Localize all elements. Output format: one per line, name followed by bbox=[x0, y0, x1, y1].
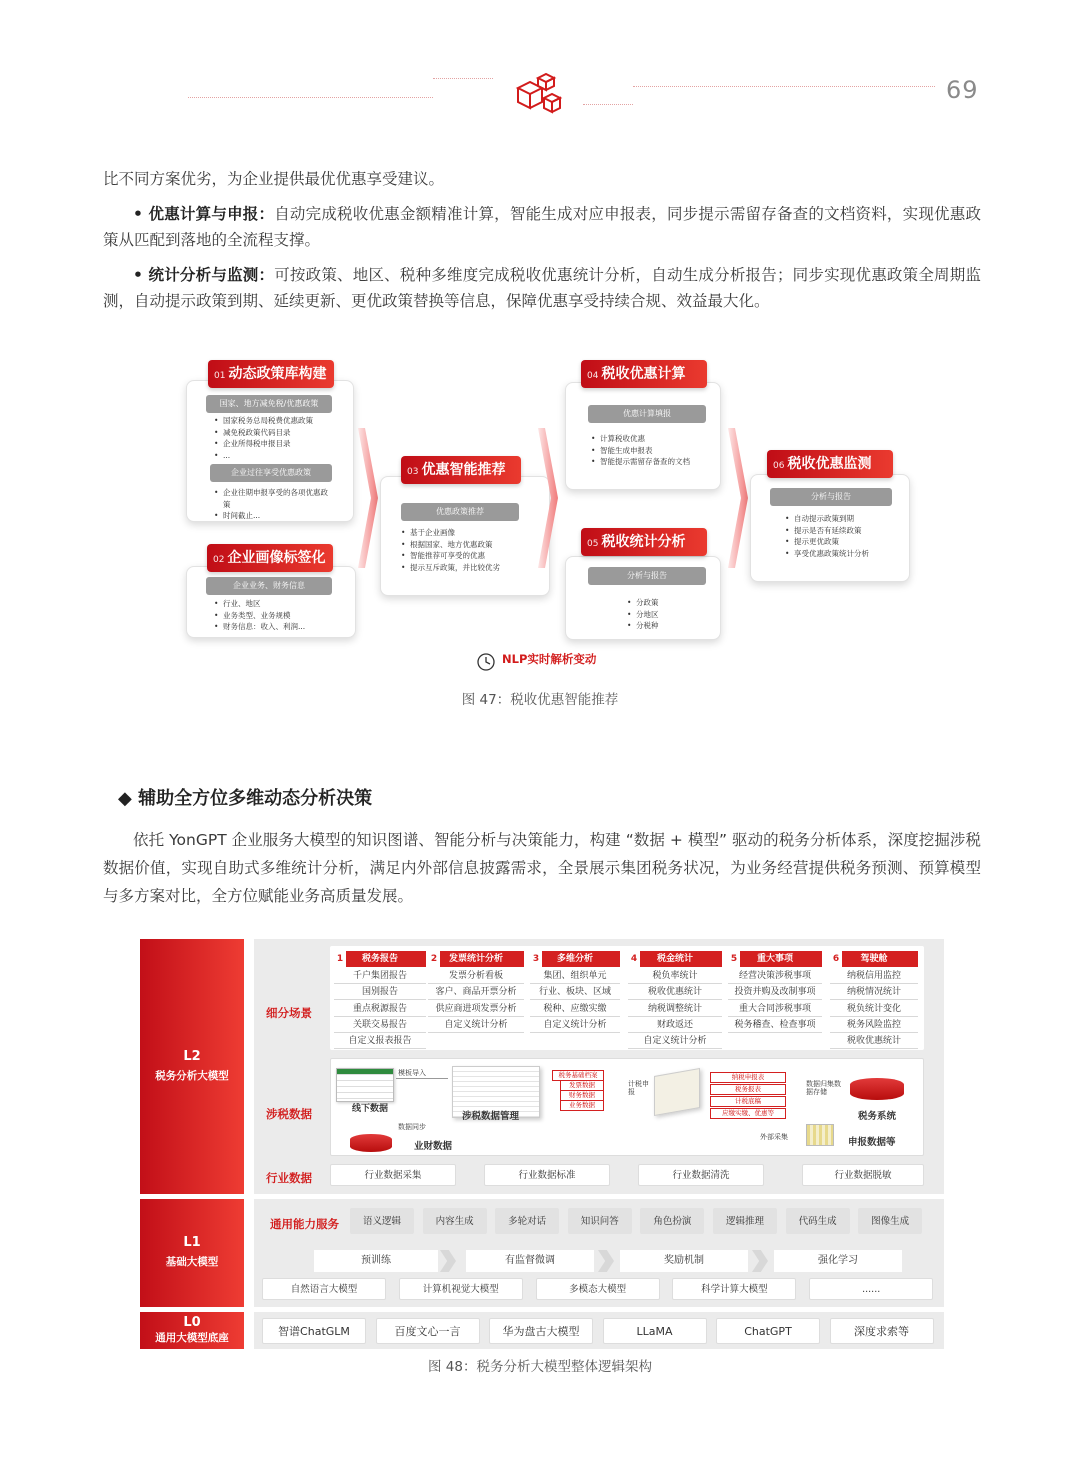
scene-cell: 经营决策涉税事项 bbox=[728, 969, 822, 984]
card-05-number: 05 bbox=[587, 539, 599, 549]
card-04-number: 04 bbox=[587, 371, 599, 381]
scene-column-number: 3 bbox=[530, 951, 542, 967]
scene-column-title: 税金统计 bbox=[656, 954, 693, 964]
scene-cell: 自定义统计分析 bbox=[428, 1018, 524, 1033]
card-04-title bbox=[581, 360, 707, 388]
archive-label: 数据归集数据存储 bbox=[806, 1080, 841, 1096]
card-05-title-text: 税收统计分析 bbox=[601, 534, 686, 550]
scene-column-title: 多维分析 bbox=[556, 954, 593, 964]
scene-cell: 供应商进项发票分析 bbox=[428, 1002, 524, 1017]
general-service-item: 角色扮演 bbox=[640, 1208, 704, 1234]
card-06-number: 06 bbox=[773, 461, 785, 471]
list-item: • 提示更优政策 bbox=[784, 536, 869, 548]
industry-data-2: 行业数据清洗 bbox=[638, 1164, 764, 1186]
row-label-general: 通用能力服务 bbox=[270, 1217, 339, 1231]
card-06-bar1: 分析与报告 bbox=[770, 488, 892, 506]
scene-cell: 集团、组织单元 bbox=[530, 969, 620, 984]
card-05-title bbox=[581, 528, 707, 556]
list-item: • 国家税务总局税费优惠政策 bbox=[213, 415, 313, 427]
training-3: 强化学习 bbox=[774, 1250, 902, 1272]
level-L2-code: L2 bbox=[183, 1049, 201, 1064]
card-01-title-text: 动态政策库构建 bbox=[228, 366, 327, 382]
tab2-0: 纳税申报表 bbox=[710, 1072, 786, 1083]
tab-3: 业务数据 bbox=[560, 1100, 604, 1111]
general-service-item: 内容生成 bbox=[423, 1208, 487, 1234]
general-service-item: 代码生成 bbox=[786, 1208, 850, 1234]
base-model-item: 多模态大模型 bbox=[536, 1278, 660, 1300]
scene-cell: 自定义报表报告 bbox=[334, 1034, 426, 1049]
offline-data-label: 线下数据 bbox=[352, 1104, 389, 1114]
training-1: 有监督微调 bbox=[466, 1250, 594, 1272]
llm-item: 华为盘古大模型 bbox=[489, 1318, 593, 1344]
header-rule-right-step bbox=[583, 104, 633, 105]
list-item: • 智能推荐可享受的优惠 bbox=[400, 550, 500, 562]
section-paragraph bbox=[103, 826, 981, 910]
scene-column-number: 1 bbox=[334, 951, 346, 967]
general-service-item: 逻辑推理 bbox=[713, 1208, 777, 1234]
scene-cell: 税务风险监控 bbox=[830, 1018, 918, 1033]
list-item: • 业务类型、业务规模 bbox=[213, 610, 305, 622]
data-sync-label: 数据同步 bbox=[398, 1123, 426, 1131]
section-paragraph-text: 依托 YonGPT 企业服务大模型的知识图谱、智能分析与决策能力，构建 “数据 + 模型” 驱动的税务分析体系，深度挖掘涉税数据价值，实现自助式多维统计分析，满足内外部信息披露需求，全景展示集团税务状况，为业务经营提供税务预测、预算模型与多方案对比，全方位赋能业务高质量发展。 bbox=[103, 831, 981, 905]
paragraph-0-text: 比不同方案优劣，为企业提供最优优惠享受建议。 bbox=[103, 170, 445, 188]
tab-0: 税务基础档案 bbox=[552, 1070, 604, 1081]
paragraph-1-lead: • 优惠计算与申报： bbox=[133, 205, 275, 223]
paragraph-2 bbox=[103, 262, 981, 314]
scene-cell: 发票分析看板 bbox=[428, 969, 524, 984]
industry-data-0: 行业数据采集 bbox=[330, 1164, 456, 1186]
scene-column-title: 驾驶舱 bbox=[860, 954, 888, 964]
card-01-bar1: 国家、地方减免税/优惠政策 bbox=[206, 395, 332, 413]
base-model-item: ...... bbox=[809, 1278, 933, 1300]
training-0: 预训练 bbox=[314, 1250, 438, 1272]
declare-data-label: 申报数据等 bbox=[848, 1137, 896, 1148]
calc-declare-label: 计税申报 bbox=[628, 1080, 649, 1096]
template-import-label: 模板导入 bbox=[398, 1069, 426, 1077]
scene-cell: 千户集团报告 bbox=[334, 969, 426, 984]
card-01-number: 01 bbox=[214, 371, 226, 381]
scene-cell: 税收优惠统计 bbox=[628, 985, 722, 1000]
scene-column-header bbox=[334, 951, 426, 967]
llm-item: LLaMA bbox=[603, 1318, 707, 1344]
level-L0 bbox=[140, 1312, 244, 1349]
scene-cell: 财政返还 bbox=[628, 1018, 722, 1033]
base-model-item: 自然语言大模型 bbox=[262, 1278, 386, 1300]
level-L0-name: 通用大模型底座 bbox=[155, 1332, 229, 1344]
paragraph-2-lead: • 统计分析与监测： bbox=[133, 266, 275, 284]
card-06-title bbox=[767, 450, 893, 478]
industry-data-3: 行业数据脱敏 bbox=[802, 1164, 924, 1186]
card-04-list1 bbox=[590, 433, 690, 468]
llm-item: 深度求索等 bbox=[830, 1318, 934, 1344]
biz-fin-data-label: 业财数据 bbox=[414, 1141, 453, 1152]
level-L2 bbox=[140, 939, 244, 1194]
scene-cell: 投资并购及改制事项 bbox=[728, 985, 822, 1000]
scene-cell: 纳税信用监控 bbox=[830, 969, 918, 984]
list-item: • 计算税收优惠 bbox=[590, 433, 690, 445]
scene-column-number: 6 bbox=[830, 951, 842, 967]
paragraph-1-text: 自动完成税收优惠金额精准计算，智能生成对应申报表，同步提示需留存备查的文档资料，实现优惠政策从匹配到落地的全流程支撑。 bbox=[103, 205, 981, 249]
card-01-bar2: 企业过往享受优惠政策 bbox=[210, 464, 332, 482]
section-title: ◆ 辅助全方位多维动态分析决策 bbox=[118, 788, 373, 809]
clock-icon bbox=[476, 652, 498, 672]
level-L0-code: L0 bbox=[183, 1315, 201, 1330]
tax-system-database-icon bbox=[850, 1078, 904, 1100]
flow-arrow-1 bbox=[358, 428, 378, 568]
base-model-item: 计算机视觉大模型 bbox=[399, 1278, 523, 1300]
card-03-bar1: 优惠政策推荐 bbox=[401, 503, 519, 521]
llm-item: ChatGPT bbox=[716, 1318, 820, 1344]
card-04-title-text: 税收优惠计算 bbox=[601, 366, 686, 382]
list-item: • 减免税政策代码目录 bbox=[213, 427, 313, 439]
level-L1 bbox=[140, 1199, 244, 1307]
card-01-title bbox=[208, 360, 334, 388]
tab-1: 发票数据 bbox=[560, 1080, 604, 1091]
scene-cell: 客户、商品开票分析 bbox=[428, 985, 524, 1000]
scene-cell: 税务稽查、检查事项 bbox=[728, 1018, 822, 1033]
list-item: • 企业所得税申报目录 bbox=[213, 438, 313, 450]
scene-column-number: 5 bbox=[728, 951, 740, 967]
card-02-title bbox=[207, 544, 333, 572]
scene-cell: 重点税源报告 bbox=[334, 1002, 426, 1017]
page-number: 69 bbox=[946, 76, 979, 104]
general-service-item: 知识问答 bbox=[568, 1208, 632, 1234]
list-item: • 享受优惠政策统计分析 bbox=[784, 548, 869, 560]
card-03-list1 bbox=[400, 527, 500, 573]
header-rule-left-step bbox=[433, 78, 493, 79]
row-label-industry-data: 行业数据 bbox=[266, 1171, 312, 1185]
row-label-scenes: 细分场景 bbox=[266, 1006, 312, 1020]
tab2-3: 应缴实缴、优惠等 bbox=[710, 1108, 786, 1119]
list-item: • 财务信息：收入、利润... bbox=[213, 621, 305, 633]
list-item: • 提示是否有延续政策 bbox=[784, 525, 869, 537]
list-item: • 智能提示需留存备查的文档 bbox=[590, 456, 690, 468]
card-05-bar1: 分析与报告 bbox=[588, 567, 706, 585]
row-label-tax-data: 涉税数据 bbox=[266, 1107, 312, 1121]
tab-2: 财务数据 bbox=[560, 1090, 604, 1101]
nlp-label: NLP实时解析变动 bbox=[502, 652, 597, 666]
tab2-2: 计税底稿 bbox=[710, 1096, 786, 1107]
scene-cell: 国别报告 bbox=[334, 985, 426, 1000]
scene-cell: 纳税调整统计 bbox=[628, 1002, 722, 1017]
tax-mgmt-label: 涉税数据管理 bbox=[462, 1111, 520, 1122]
scene-cell: 纳税情况统计 bbox=[830, 985, 918, 1000]
scene-column-title: 税务报告 bbox=[361, 954, 398, 964]
card-01-list2 bbox=[213, 487, 333, 522]
figure-48-caption: 图 48：税务分析大模型整体逻辑架构 bbox=[428, 1359, 652, 1375]
scene-column-title: 发票统计分析 bbox=[448, 954, 503, 964]
list-item: • 行业、地区 bbox=[213, 598, 305, 610]
card-06-title-text: 税收优惠监测 bbox=[787, 456, 872, 472]
general-service-item: 语义逻辑 bbox=[350, 1208, 414, 1234]
scene-cell: 自定义统计分析 bbox=[628, 1034, 722, 1049]
list-item: • 企业往期申报享受的各项优惠政策 bbox=[213, 487, 331, 510]
header-rule-right bbox=[633, 86, 935, 87]
external-doc-icon bbox=[806, 1124, 834, 1146]
base-model-item: 科学计算大模型 bbox=[672, 1278, 796, 1300]
card-06-list1 bbox=[784, 513, 869, 559]
scene-cell: 税收优惠统计 bbox=[830, 1034, 918, 1049]
paragraph-0 bbox=[103, 166, 981, 192]
scene-column-header bbox=[628, 951, 722, 967]
scene-column-header bbox=[728, 951, 822, 967]
card-02-list1 bbox=[213, 598, 305, 633]
arrow-template bbox=[396, 1078, 448, 1079]
scene-cell: 税负统计变化 bbox=[830, 1002, 918, 1017]
card-02-number: 02 bbox=[213, 555, 225, 565]
level-L2-name: 税务分析大模型 bbox=[155, 1070, 229, 1082]
training-2: 奖励机制 bbox=[620, 1250, 748, 1272]
spreadsheet-icon bbox=[336, 1068, 394, 1102]
list-item: • 基于企业画像 bbox=[400, 527, 500, 539]
scene-cell: 行业、板块、区域 bbox=[530, 985, 620, 1000]
list-item: • 时间截止... bbox=[213, 510, 333, 522]
industry-data-1: 行业数据标准 bbox=[484, 1164, 610, 1186]
scene-column-number: 2 bbox=[428, 951, 440, 967]
list-item: • 智能生成申报表 bbox=[590, 445, 690, 457]
calc-screen bbox=[654, 1068, 700, 1116]
list-item: • 自动提示政策到期 bbox=[784, 513, 869, 525]
scene-cell: 税负率统计 bbox=[628, 969, 722, 984]
card-01-list1 bbox=[213, 415, 313, 461]
header-rule-left bbox=[188, 97, 433, 98]
scene-cell: 重大合同涉税事项 bbox=[728, 1002, 822, 1017]
general-service-item: 图像生成 bbox=[858, 1208, 922, 1234]
tax-system-label: 税务系统 bbox=[858, 1111, 897, 1122]
list-item: • ... bbox=[213, 450, 313, 462]
list-item: • 分政策 bbox=[626, 597, 659, 609]
tab2-1: 税务报表 bbox=[710, 1084, 786, 1095]
scene-column-header bbox=[530, 951, 620, 967]
external-label: 外部采集 bbox=[760, 1133, 788, 1141]
card-05-list1 bbox=[626, 597, 659, 632]
scene-cell: 关联交易报告 bbox=[334, 1018, 426, 1033]
database-icon bbox=[350, 1134, 392, 1152]
paragraph-2-text: 可按政策、地区、税种多维度完成税收优惠统计分析，自动生成分析报告；同步实现优惠政策全周期监测，自动提示政策到期、延续更新、更优政策替换等信息，保障优惠享受持续合规、效益最大化。 bbox=[103, 266, 981, 310]
card-03-title bbox=[401, 456, 521, 484]
general-service-item: 多轮对话 bbox=[495, 1208, 559, 1234]
llm-item: 百度文心一言 bbox=[376, 1318, 480, 1344]
llm-item: 智谱ChatGLM bbox=[262, 1318, 366, 1344]
list-item: • 提示互斥政策，并比较优劣 bbox=[400, 562, 500, 574]
level-L1-name: 基础大模型 bbox=[165, 1256, 219, 1268]
list-item: • 分税种 bbox=[626, 620, 659, 632]
scene-cell: 税种、应缴实缴 bbox=[530, 1002, 620, 1017]
level-L1-code: L1 bbox=[183, 1235, 201, 1250]
card-02-title-text: 企业画像标签化 bbox=[227, 550, 326, 566]
list-item: • 根据国家、地方优惠政策 bbox=[400, 539, 500, 551]
paragraph-1 bbox=[103, 201, 981, 253]
scene-column-title: 重大事项 bbox=[756, 954, 793, 964]
scene-column-header bbox=[830, 951, 918, 967]
card-03-number: 03 bbox=[407, 467, 419, 477]
card-02-bar1: 企业业务、财务信息 bbox=[206, 577, 332, 595]
scene-column-header bbox=[428, 951, 524, 967]
scene-column-number: 4 bbox=[628, 951, 640, 967]
list-item: • 分地区 bbox=[626, 609, 659, 621]
figure-47-caption: 图 47：税收优惠智能推荐 bbox=[461, 692, 619, 708]
header-dice-icon bbox=[508, 70, 568, 116]
card-03-title-text: 优惠智能推荐 bbox=[421, 462, 506, 478]
scene-cell: 自定义统计分析 bbox=[530, 1018, 620, 1033]
card-04-bar1: 优惠计算填报 bbox=[588, 405, 706, 423]
flow-arrow-3 bbox=[728, 428, 748, 568]
